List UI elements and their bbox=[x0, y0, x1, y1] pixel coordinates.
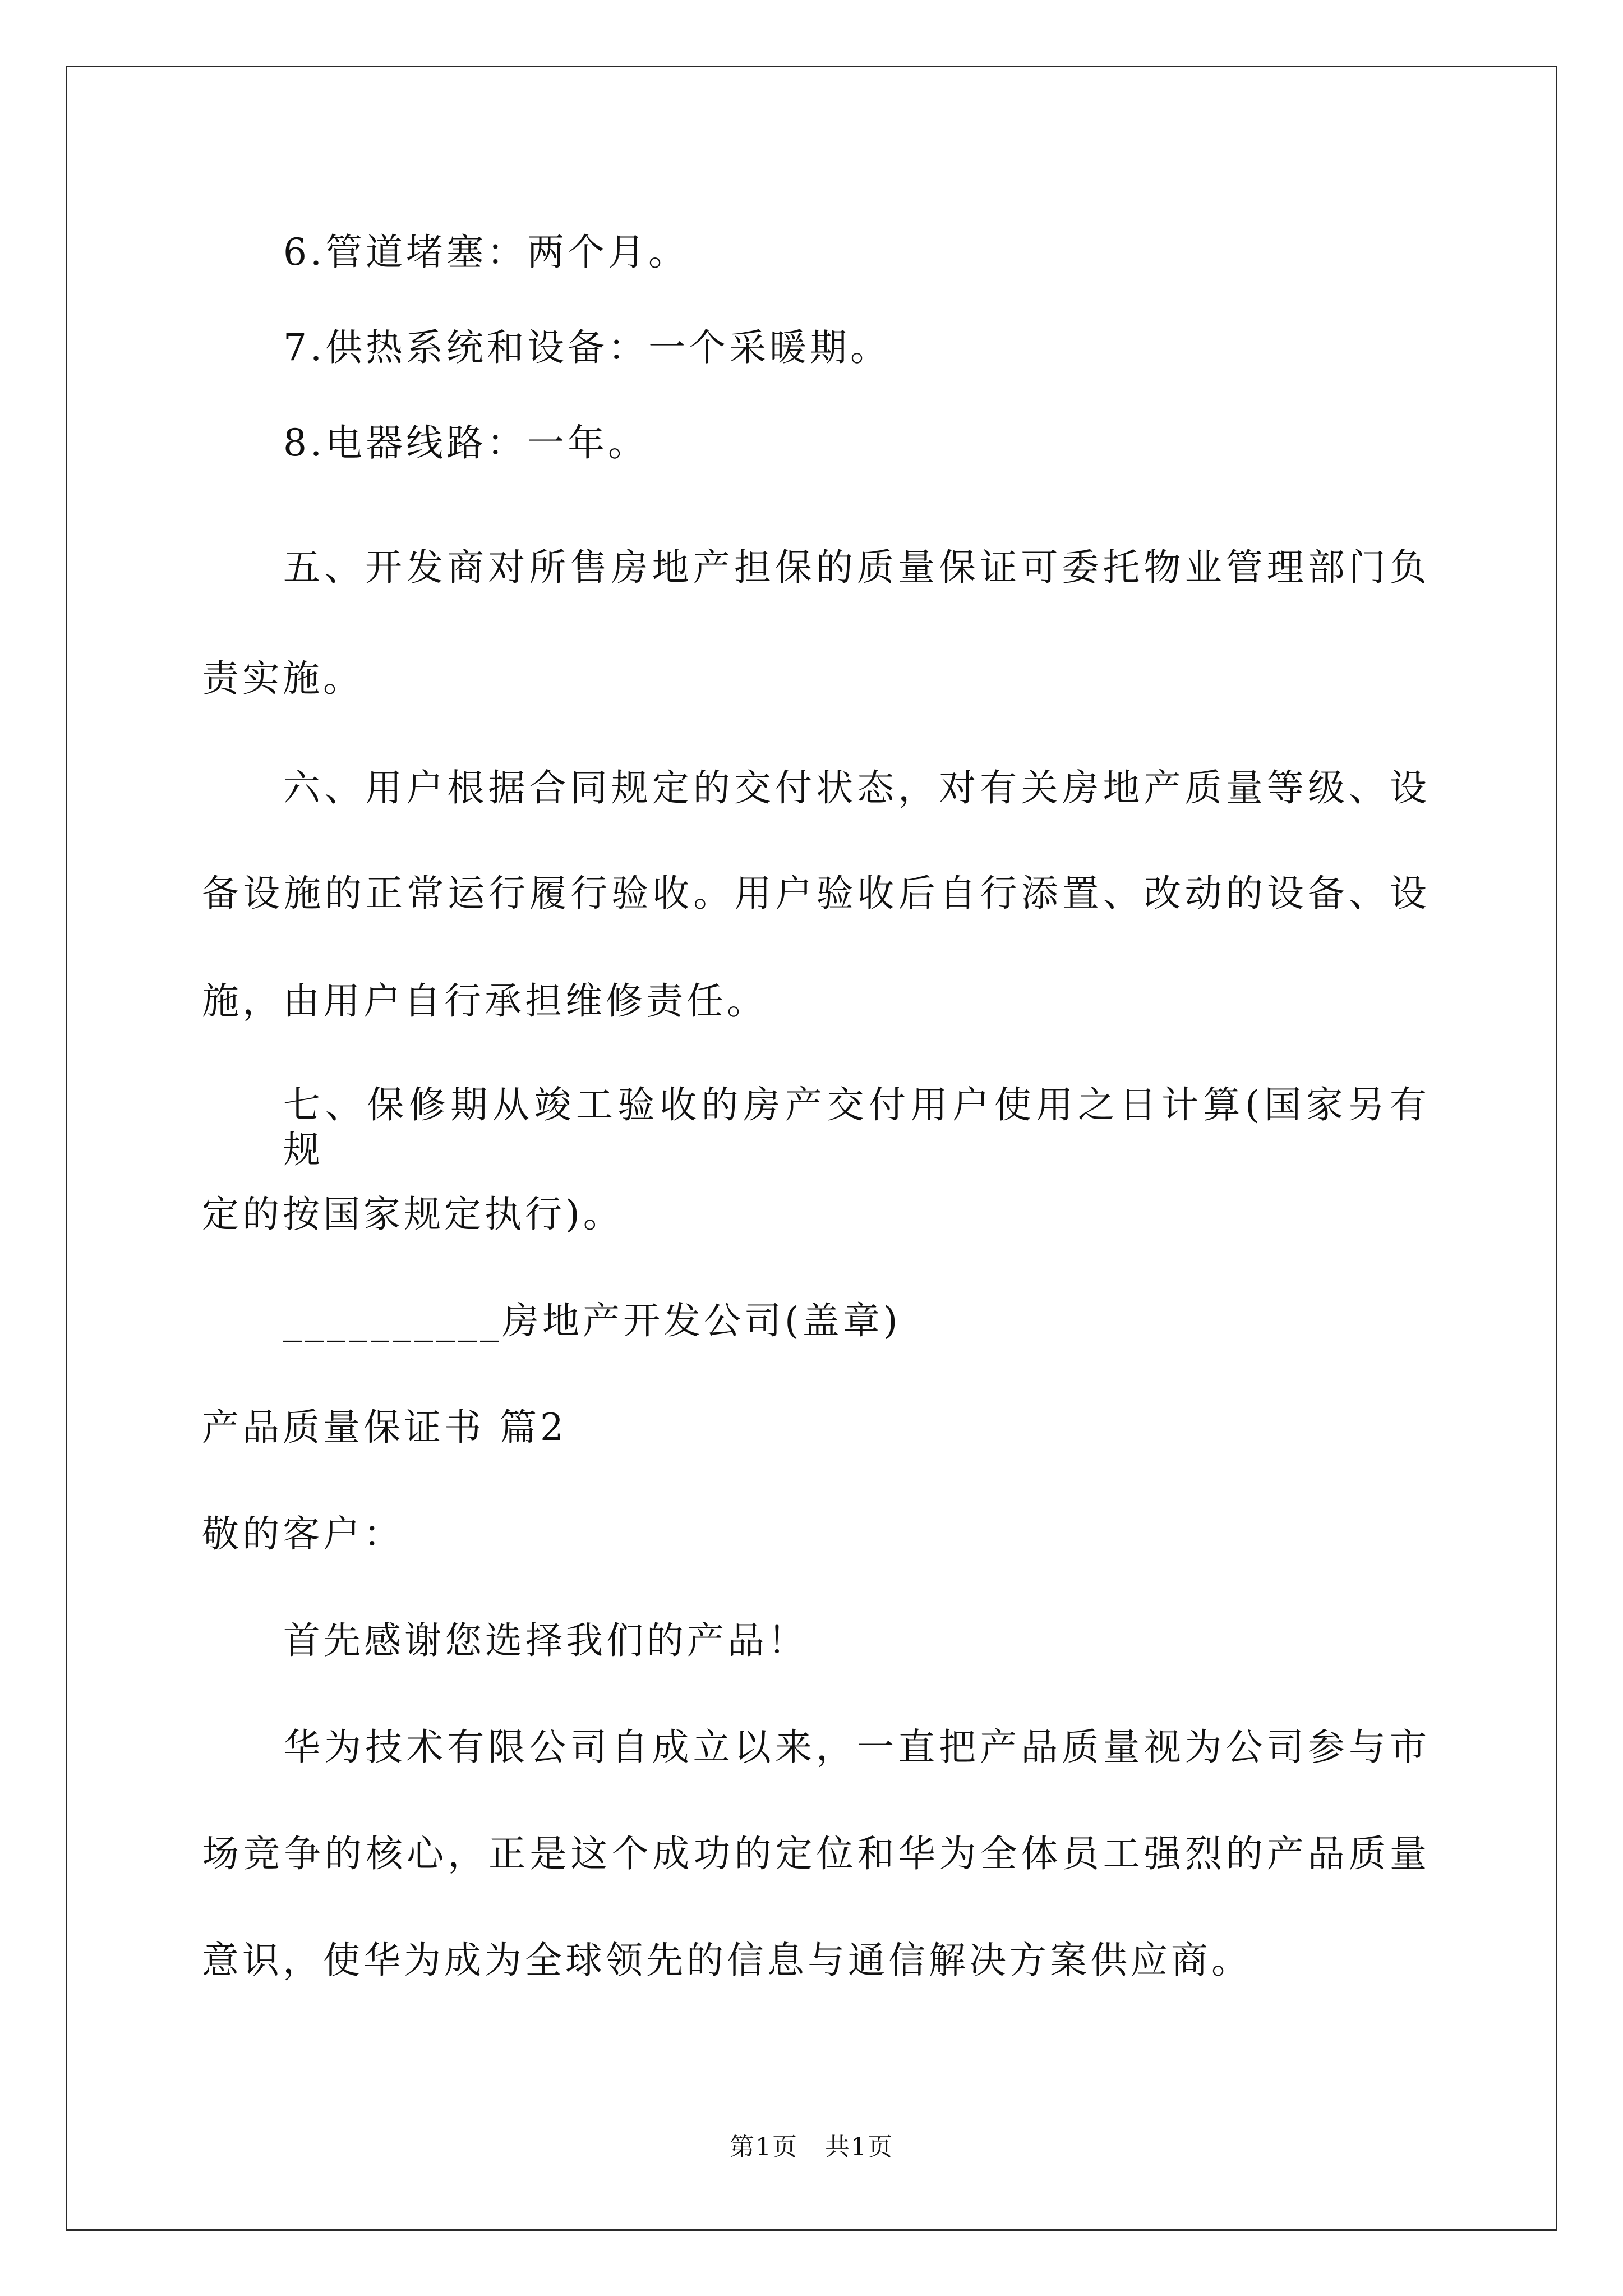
text-line-9: 七、保修期从竣工验收的房产交付用户使用之日计算(国家另有规 bbox=[283, 1083, 1430, 1171]
page-total: 共1页 bbox=[825, 2133, 893, 2161]
signature-line: __________房地产开发公司(盖章) bbox=[283, 1299, 901, 1342]
greeting-line: 敬的客户： bbox=[202, 1512, 404, 1556]
text-line-14: 首先感谢您选择我们的产品！ bbox=[283, 1619, 808, 1662]
text-line-6: 六、用户根据合同规定的交付状态，对有关房地产质量等级、设 bbox=[283, 766, 1430, 809]
text-line-15: 华为技术有限公司自成立以来，一直把产品质量视为公司参与市 bbox=[283, 1726, 1430, 1769]
text-line-5: 责实施。 bbox=[202, 657, 363, 700]
text-line-2: 7.供热系统和设备：一个采暖期。 bbox=[283, 326, 891, 369]
text-line-10: 定的按国家规定执行)。 bbox=[202, 1193, 624, 1236]
text-line-17: 意识，使华为成为全球领先的信息与通信解决方案供应商。 bbox=[202, 1939, 1252, 1982]
text-line-1: 6.管道堵塞：两个月。 bbox=[283, 231, 689, 274]
text-line-16: 场竞争的核心，正是这个成功的定位和华为全体员工强烈的产品质量 bbox=[202, 1832, 1430, 1875]
section-heading: 产品质量保证书 篇2 bbox=[202, 1406, 567, 1449]
text-line-7: 备设施的正常运行履行验收。用户验收后自行添置、改动的设备、设 bbox=[202, 872, 1430, 915]
text-line-8: 施，由用户自行承担维修责任。 bbox=[202, 979, 767, 1023]
page-footer bbox=[0, 2132, 1623, 2163]
page-number: 第1页 bbox=[730, 2133, 798, 2161]
text-line-4: 五、开发商对所售房地产担保的质量保证可委托物业管理部门负 bbox=[283, 546, 1430, 589]
text-line-3: 8.电器线路：一年。 bbox=[283, 421, 648, 464]
